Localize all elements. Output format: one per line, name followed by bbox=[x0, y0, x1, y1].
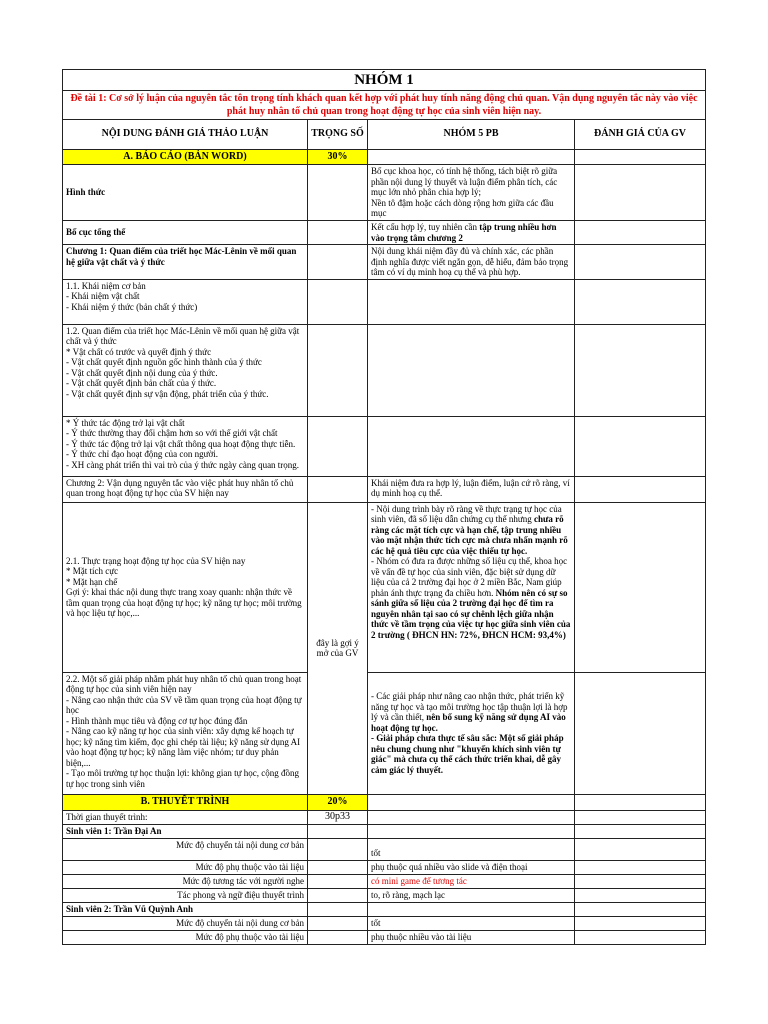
teacher-cell[interactable] bbox=[575, 874, 706, 888]
criterion-2-2: 2.2. Một số giải pháp nhằm phát huy nhân tố chủ quan trong hoạt động tự học của sinh viên hiện nay - Nâng cao nhận thức của SV về tầm quan trọng của hoạt động tự học - Hình thành mục tiêu và động cơ tự học đúng đắn - Nâng cao kỹ năng tự học của sinh viên: xây dựng kế hoạch tự học; kỹ năng tìm kiếm, đọc ghi chép tài liệu; kỹ năng sử dụng AI vào hoạt động tự học; kỹ năng làm việc nhóm; tư duy phản biện,... - Tạo môi trường tự học thuận lợi: không gian tự học, cộng đồng tự học trong sinh viên bbox=[63, 672, 308, 794]
teacher-cell[interactable] bbox=[575, 476, 706, 502]
criterion-label: Tác phong và ngữ điệu thuyết trình bbox=[63, 888, 308, 902]
comment-2-1[interactable]: - Nội dung trình bày rõ ràng về thực trạng tự học của sinh viên, đã số liệu dẫn chứng cụ thể nhưng chưa rõ ràng các mặt tích cực và hạn chế, tập trung nhiều vào mặt nhận thức tích cực mà chưa nhấn mạnh rõ các hệ quả tiêu cực của việc thiếu tự học. - Nhóm có đưa ra được những số liệu cụ thể, khoa học về vấn đề tự học của sinh viên, đặc biệt sử dụng dữ liệu của cả 2 trường đại học ở 2 miền Bắc, Nam giúp phản ánh thực trạng đa chiều hơn. Nhóm nên có sự so sánh giữa số liệu của 2 trường đại học để tìm ra nguyên nhân tại sao có sự chênh lệch giữa nhận thức về tầm trọng của việc tự học giữa sinh viên của 2 trường ( ĐHCN HN: 72%, ĐHCN HCM: 93,4%) bbox=[368, 502, 575, 672]
comment-form[interactable]: Bố cục khoa học, có tính hệ thống, tách biệt rõ giữa phần nội dung lý thuyết và luận điểm phân tích, các mục lớn nhỏ phân chia hợp lý; Nền tô đậm hoặc cách dòng rộng hơn giữa các đầu mục bbox=[368, 165, 575, 221]
teacher-cell[interactable] bbox=[575, 860, 706, 874]
criterion-label: Mức độ phụ thuộc vào tài liệu bbox=[63, 930, 308, 944]
teacher-cell[interactable] bbox=[575, 888, 706, 902]
comment-2-2[interactable]: - Các giải pháp như nâng cao nhận thức, phát triển kỹ năng tự học và tạo môi trường học tập thuận lợi là hợp lý và cần thiết, nên bổ sung kỹ năng sử dụng AI vào hoạt động tự học. - Giải pháp chưa thực tế sâu sắc: Một số giải pháp nêu chung chung như "khuyến khích sinh viên tự giác" mà chưa cụ thể cách thức triển khai, dễ gây cảm giác lý thuyết. bbox=[368, 672, 575, 794]
student-name: Sinh viên 2: Trần Vũ Quỳnh Anh bbox=[63, 902, 308, 916]
comment-structure[interactable]: Kết cấu hợp lý, tuy nhiên cần tập trung nhiều hơn vào trọng tâm chương 2 bbox=[368, 221, 575, 245]
criterion-structure: Bố cục tổng thể bbox=[63, 221, 308, 245]
header-group: NHÓM 5 PB bbox=[368, 120, 575, 150]
criterion-form: Hình thức bbox=[63, 165, 308, 221]
header-weight: TRỌNG SỐ bbox=[308, 120, 368, 150]
criterion-2-1: 2.1. Thực trạng hoạt động tự học của SV hiện nay * Mặt tích cực * Mặt hạn chế Gợi ý: khai thác nội dung thực trang xoay quanh: nhận thức về tầm quan trọng của hoạt động tự học; kỹ năng tự học; môi trường và học liệu tự học,... bbox=[63, 502, 308, 672]
criterion-label: Mức độ tương tác với người nghe bbox=[63, 874, 308, 888]
section-b-weight: 20% bbox=[308, 794, 368, 810]
header-content: NỘI DUNG ĐÁNH GIÁ THẢO LUẬN bbox=[63, 120, 308, 150]
page-title: NHÓM 1 bbox=[63, 70, 706, 91]
evaluation-sheet bbox=[62, 69, 705, 945]
presentation-time-value[interactable]: 30p33 bbox=[308, 810, 368, 824]
teacher-cell[interactable] bbox=[575, 838, 706, 860]
criterion-chapter-2: Chương 2: Vận dụng nguyên tắc vào việc phát huy nhân tố chủ quan trong hoạt động tự học của SV hiện nay bbox=[63, 476, 308, 502]
topic-text: Đề tài 1: Cơ sở lý luận của nguyên tắc tôn trọng tính khách quan kết hợp với phát huy tính năng động chủ quan. Vận dụng nguyên tắc này vào việc phát huy nhân tố chủ quan trong hoạt động tự học của sinh viên hiện nay. bbox=[63, 91, 706, 120]
teacher-cell[interactable] bbox=[575, 672, 706, 794]
student-comment[interactable]: phụ thuộc quá nhiều vào slide và điện thoại bbox=[368, 860, 575, 874]
presentation-time-label: Thời gian thuyết trình: bbox=[63, 810, 308, 824]
teacher-cell[interactable] bbox=[575, 916, 706, 930]
weight-note: đây là gợi ý mở của GV bbox=[308, 502, 368, 794]
comment-chapter-2[interactable]: Khái niệm đưa ra hợp lý, luận điểm, luận cứ rõ ràng, ví dụ minh hoạ cụ thể. bbox=[368, 476, 575, 502]
criterion-1-2: 1.2. Quan điểm của triết học Mác-Lênin về mối quan hệ giữa vật chất và ý thức * Vật chất có trước và quyết định ý thức - Vật chất quyết định nguồn gốc hình thành của ý thức - Vật chất quyết định nội dung của ý thức. - Vật chất quyết định bản chất của ý thức. - Vật chất quyết định sự vận động, phát triển của ý thức. bbox=[63, 324, 308, 416]
comment-1-2[interactable] bbox=[368, 324, 575, 416]
teacher-cell[interactable] bbox=[575, 324, 706, 416]
section-b-label: B. THUYẾT TRÌNH bbox=[63, 794, 308, 810]
section-a-weight: 30% bbox=[308, 150, 368, 165]
criterion-chapter-1: Chương 1: Quan điểm của triết học Mác-Lênin về mối quan hệ giữa vật chất và ý thức bbox=[63, 245, 308, 280]
criterion-1-1: 1.1. Khái niệm cơ bản - Khái niệm vật chất - Khái niệm ý thức (bản chất ý thức) bbox=[63, 279, 308, 324]
criterion-label: Mức độ chuyển tải nội dung cơ bản bbox=[63, 916, 308, 930]
teacher-cell[interactable] bbox=[575, 502, 706, 672]
comment-consciousness[interactable] bbox=[368, 416, 575, 476]
criterion-label: Mức độ phụ thuộc vào tài liệu bbox=[63, 860, 308, 874]
comment-chapter-1[interactable]: Nội dung khái niệm đầy đủ và chính xác, các phần định nghĩa được viết ngắn gọn, dễ hiểu, đảm bảo trọng tâm có ví dụ minh hoạ cụ thể và phù hợp. bbox=[368, 245, 575, 280]
comment-1-1[interactable] bbox=[368, 279, 575, 324]
student-comment[interactable]: tốt bbox=[368, 838, 575, 860]
student-name: Sinh viên 1: Trần Đại An bbox=[63, 824, 308, 838]
student-comment[interactable]: tốt bbox=[368, 916, 575, 930]
teacher-cell[interactable] bbox=[575, 165, 706, 221]
student-comment[interactable]: to, rõ ràng, mạch lạc bbox=[368, 888, 575, 902]
evaluation-table bbox=[62, 69, 706, 945]
criterion-consciousness: * Ý thức tác động trở lại vật chất - Ý thức thường thay đổi chậm hơn so với thế giới vật chất - Ý thức tác động trở lại vật chất thông qua hoạt động thực tiễn. - Ý thức chỉ đạo hoạt động của con người. - XH càng phát triển thì vai trò của ý thức ngày càng quan trọng. bbox=[63, 416, 308, 476]
teacher-cell[interactable] bbox=[575, 279, 706, 324]
teacher-cell[interactable] bbox=[575, 221, 706, 245]
student-comment[interactable]: có mini game để tương tác bbox=[368, 874, 575, 888]
header-teacher: ĐÁNH GIÁ CỦA GV bbox=[575, 120, 706, 150]
criterion-label: Mức độ chuyển tải nội dung cơ bản bbox=[63, 838, 308, 860]
teacher-cell[interactable] bbox=[575, 416, 706, 476]
teacher-cell[interactable] bbox=[575, 245, 706, 280]
section-a-label: A. BÁO CÁO (BẢN WORD) bbox=[63, 150, 308, 165]
teacher-cell[interactable] bbox=[575, 930, 706, 944]
student-comment[interactable]: phụ thuộc nhiều vào tài liệu bbox=[368, 930, 575, 944]
